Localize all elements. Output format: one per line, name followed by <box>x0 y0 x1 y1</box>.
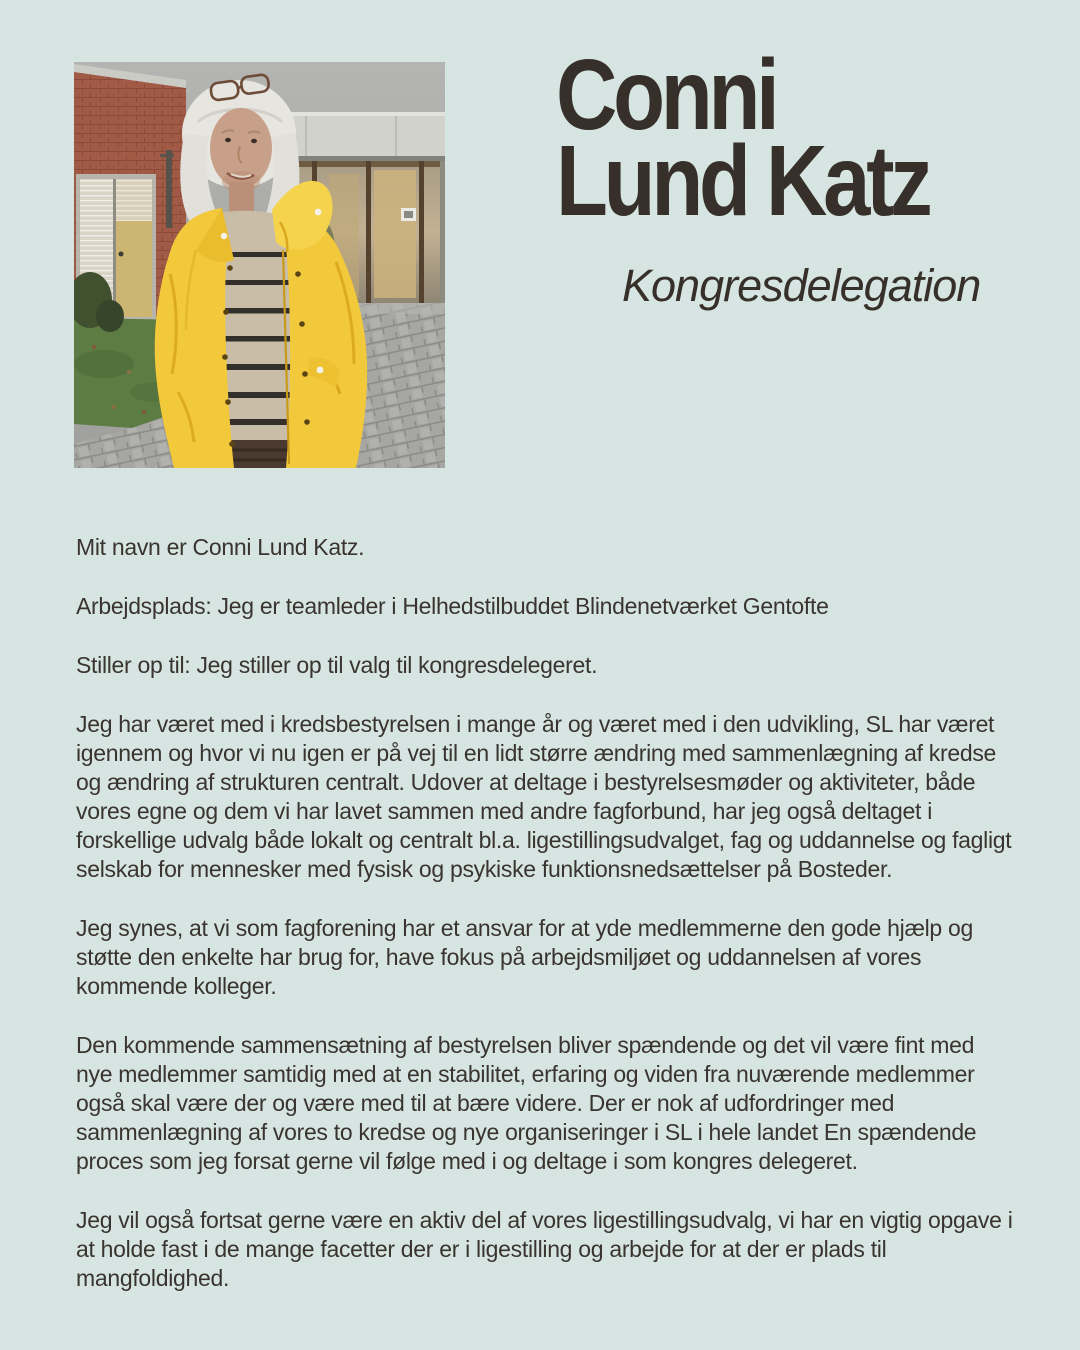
bio-paragraph-5: Jeg synes, at vi som fagforening har et ansvar for at yde medlemmerne den gode hjælp og støtte den enkelte har brug for, have fokus på arbejdsmiljøet og uddannelsen af vores kommende kolleger. <box>76 915 973 999</box>
portrait-illustration <box>74 62 445 468</box>
bio-paragraph-7: Jeg vil også fortsat gerne være en aktiv del af vores ligestillingsudvalg, vi har en vigtig opgave i at holde fast i de mange facetter der er i ligestilling og arbejde for at der er plads til mangfoldighed. <box>76 1207 1013 1291</box>
bio-paragraph-1: Mit navn er Conni Lund Katz. <box>76 534 365 560</box>
title-line1: Conni <box>556 39 776 151</box>
bio-paragraph-6: Den kommende sammensætning af bestyrelsen bliver spændende og det vil være fint med nye medlemmer samtidig med at en stabilitet, erfaring og viden fra nuværende medlemmer også skal være der og være med til at bære videre. Der er nok af udfordringer med sammenlægning af vores to kredse og nye organiseringer i SL i hele landet En spændende proces som jeg forsat gerne vil følge med i og deltage i som kongres delegeret. <box>76 1032 977 1174</box>
subtitle: Kongresdelegation <box>622 260 981 311</box>
bio-paragraph-4: Jeg har været med i kredsbestyrelsen i mange år og været med i den udvikling, SL har været igennem og hvor vi nu igen er på vej til en lidt større ændring med sammenlægning af kredse og ændring af strukturen centralt. Udover at deltage i bestyrelsesmøder og aktiviteter, både vores egne og dem vi har lavet sammen med andre fagforbund, har jeg også deltaget i forskellige udvalg både lokalt og centralt bl.a. ligestillingsudvalget, fag og uddannelse og fagligt selskab for mennesker med fysisk og psykiske funktionsnedsættelser på Bosteder. <box>76 711 1012 882</box>
bio-paragraph-2: Arbejdsplads: Jeg er teamleder i Helhedstilbuddet Blindenetværket Gentofte <box>76 593 829 619</box>
bio-text <box>76 533 1016 1323</box>
title-line2: Lund Katz <box>556 125 929 237</box>
bio-paragraph-3: Stiller op til: Jeg stiller op til valg til kongresdelegeret. <box>76 652 598 678</box>
page-title <box>556 39 929 237</box>
profile-photo <box>74 62 445 468</box>
